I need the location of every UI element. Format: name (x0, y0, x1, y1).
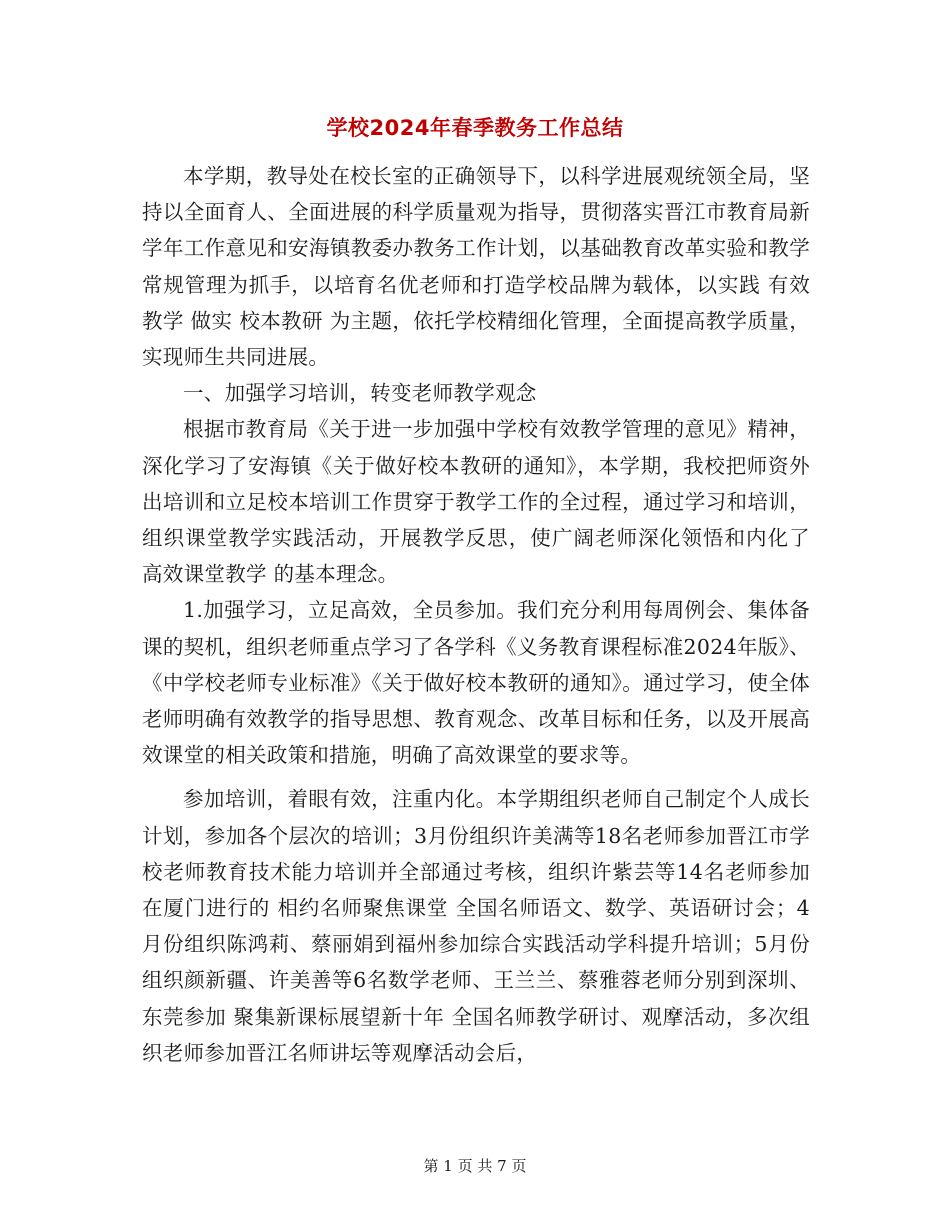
page-number-footer: 第 1 页 共 7 页 (423, 1157, 527, 1175)
paragraph-participate: 参加培训，着眼有效，注重内化。本学期组织老师自己制定个人成长计划，参加各个层次的培训；3月份组织许美满等18名老师参加晋江市学校老师教育技术能力培训并全部通过考核，组织许紫芸等14名老师参加在厦门进行的 相约名师聚焦课堂 全国名师语文、数学、英语研讨会；4月份组织陈鸿莉、蔡丽娟到福州参加综合实践活动学科提升培训；5月份组织颜新疆、许美善等6名数学老师、王兰兰、蔡雅蓉老师分别到深圳、东莞参加 聚集新课标展望新十年 全国名师教学研讨、观摩活动，多次组织老师参加晋江名师讲坛等观摩活动会后， (142, 787, 810, 1065)
paragraph-study: 1.加强学习，立足高效，全员参加。我们充分利用每周例会、集体备课的契机，组织老师重点学习了各学科《义务教育课程标准2024年版》、《中学校老师专业标准》《关于做好校本教研的通知》。通过学习，使全体老师明确有效教学的指导思想、教育观念、改革目标和任务，以及开展高效课堂的相关政策和措施，明确了高效课堂的要求等。 (142, 598, 810, 768)
paragraph-intro: 本学期，教导处在校长室的正确领导下，以科学进展观统领全局，坚持以全面育人、全面进展的科学质量观为指导，贯彻落实晋江市教育局新学年工作意见和安海镇教委办教务工作计划，以基础教育改革实验和教学常规管理为抓手，以培育名优老师和打造学校品牌为载体，以实践 有效教学 做实 校本教研 为主题，依托学校精细化管理，全面提高教学质量，实现师生共同进展。 (142, 164, 810, 370)
document-body (142, 158, 810, 1071)
paragraph-training: 根据市教育局《关于进一步加强中学校有效教学管理的意见》精神，深化学习了安海镇《关于做好校本教研的通知》，本学期，我校把师资外出培训和立足校本培训工作贯穿于教学工作的全过程，通过学习和培训，组织课堂教学实践活动，开展教学反思，使广阔老师深化领悟和内化了 高效课堂教学 的基本理念。 (142, 417, 810, 587)
document-title: 学校2024年春季教务工作总结 (326, 116, 624, 140)
section-heading-1: 一、加强学习培训，转变老师教学观念 (183, 381, 537, 406)
